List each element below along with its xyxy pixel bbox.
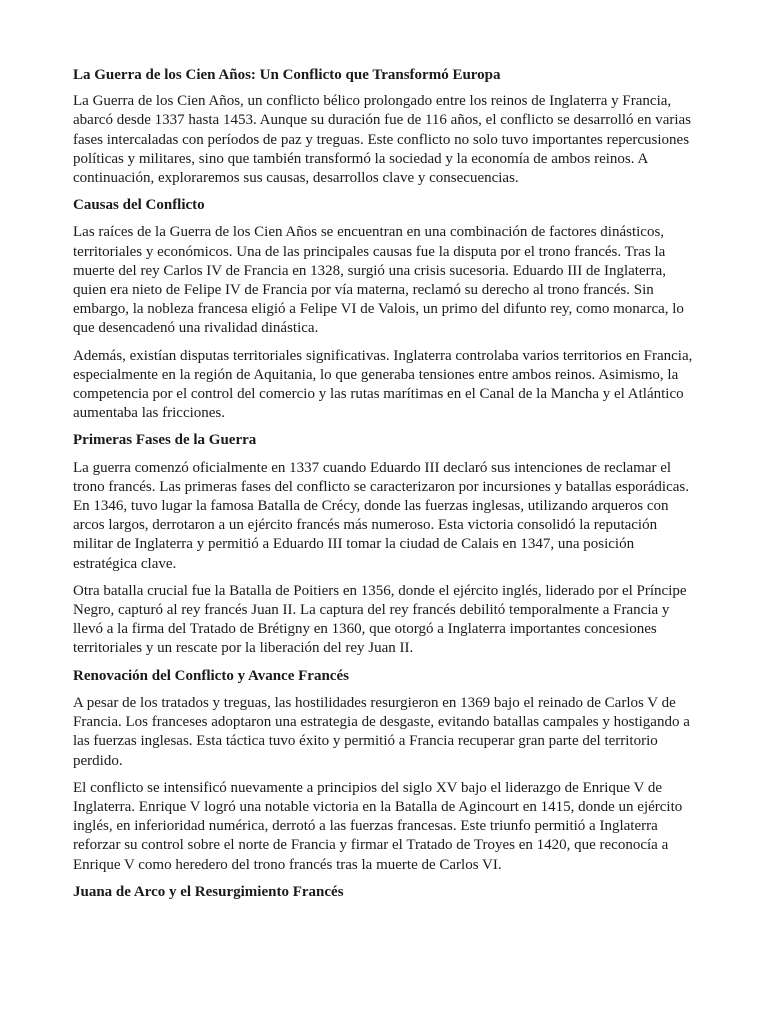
paragraph-primeras-fases-2: Otra batalla crucial fue la Batalla de Poitiers en 1356, donde el ejército inglés, liderado por el Príncipe Negro, capturó al rey francés Juan II. La captura del rey francés debilitó temporalmente a Francia y llevó a la firma del Tratado de Brétigny en 1360, que otorgó a Inglaterra importantes concesiones territoriales y un rescate por la liberación del rey Juan II. — [73, 582, 687, 657]
section-heading-primeras-fases: Primeras Fases de la Guerra — [73, 432, 257, 449]
section-heading-causas: Causas del Conflicto — [73, 197, 205, 214]
document-page — [73, 66, 695, 910]
paragraph-renovacion-2: El conflicto se intensificó nuevamente a principios del siglo XV bajo el liderazgo de Enrique V de Inglaterra. Enrique V logró una notable victoria en la Batalla de Agincourt en 1415, donde un ejército inglés, en inferioridad numérica, derrotó a las fuerzas francesas. Este triunfo permitió a Inglaterra reforzar su control sobre el norte de Francia y firmar el Tratado de Troyes en 1420, que reconocía a Enrique V como heredero del trono francés tras la muerte de Carlos VI. — [73, 779, 683, 873]
paragraph-causas-1: Las raíces de la Guerra de los Cien Años se encuentran en una combinación de factores dinásticos, territoriales y económicos. Una de las principales causas fue la disputa por el trono francés. Tras la muerte del rey Carlos IV de Francia en 1328, surgió una crisis sucesoria. Eduardo III de Inglaterra, quien era nieto de Felipe IV de Francia por vía materna, reclamó su derecho al trono francés. Sin embargo, la nobleza francesa eligió a Felipe VI de Valois, un primo del difunto rey, como monarca, lo que desencadenó una rivalidad dinástica. — [73, 224, 684, 337]
document-title: La Guerra de los Cien Años: Un Conflicto que Transformó Europa — [73, 67, 501, 83]
section-heading-juana-de-arco: Juana de Arco y el Resurgimiento Francés — [73, 883, 344, 900]
intro-paragraph: La Guerra de los Cien Años, un conflicto bélico prolongado entre los reinos de Inglaterra y Francia, abarcó desde 1337 hasta 1453. Aunque su duración fue de 116 años, el conflicto se desarrolló en varias fases intercaladas con períodos de paz y treguas. Este conflicto no solo tuvo importantes repercusiones políticas y militares, sino que también transformó la sociedad y la economía de ambos reinos. A continuación, exploraremos sus causas, desarrollos clave y consecuencias. — [73, 93, 692, 187]
paragraph-renovacion-1: A pesar de los tratados y treguas, las hostilidades resurgieron en 1369 bajo el reinado de Carlos V de Francia. Los franceses adoptaron una estrategia de desgaste, evitando batallas campales y hostigando a las fuerzas inglesas. Esta táctica tuvo éxito y permitió a Francia recuperar gran parte del territorio perdido. — [73, 694, 690, 769]
section-heading-renovacion: Renovación del Conflicto y Avance Francés — [73, 667, 349, 684]
paragraph-primeras-fases-1: La guerra comenzó oficialmente en 1337 cuando Eduardo III declaró sus intenciones de reclamar el trono francés. Las primeras fases del conflicto se caracterizaron por incursiones y batallas esporádicas. En 1346, tuvo lugar la famosa Batalla de Crécy, donde las fuerzas inglesas, utilizando arqueros con arcos largos, derrotaron a un ejército francés más numeroso. Esta victoria consolidó la reputación militar de Inglaterra y permitió a Eduardo III tomar la ciudad de Calais en 1347, una posición estratégica clave. — [73, 459, 689, 572]
paragraph-causas-2: Además, existían disputas territoriales significativas. Inglaterra controlaba varios territorios en Francia, especialmente en la región de Aquitania, lo que generaba tensiones entre ambos reinos. Asimismo, la competencia por el control del comercio y las rutas marítimas en el Canal de la Mancha y el Atlántico aumentaba las fricciones. — [73, 347, 693, 422]
